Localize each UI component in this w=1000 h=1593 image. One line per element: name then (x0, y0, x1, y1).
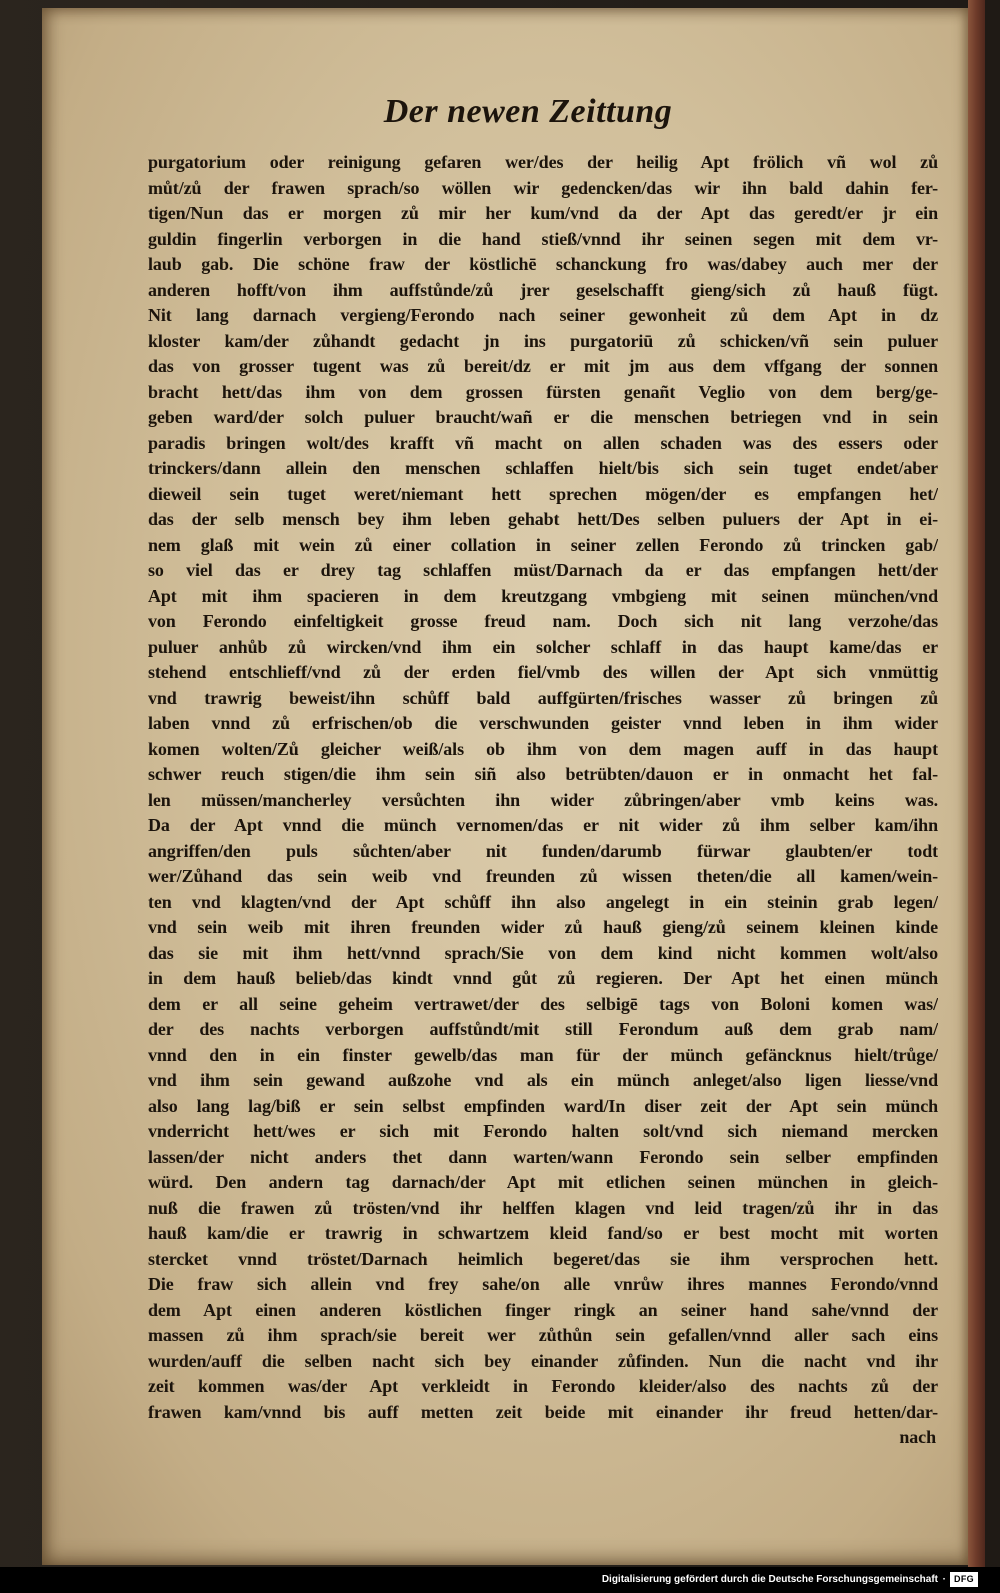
text-line: Apt mit ihm spacieren in dem kreutzgang vmbgieng mit seinen münchen/vnd (148, 585, 938, 606)
text-line: Nit lang darnach vergieng/Ferondo nach seiner gewonheit zů dem Apt in dz (148, 305, 938, 325)
dfg-logo-icon: DFG (950, 1572, 978, 1587)
text-line: purgatorium oder reinigung gefaren wer/des der heilig Apt frölich vñ wol zů (148, 152, 938, 172)
text-line: das der selb mensch bey ihm leben gehabt hett/Des selben puluers der Apt in ei- (148, 509, 938, 529)
text-line: frawen kam/vnnd bis auff metten zeit beide mit einander ihr freud hetten/dar- (148, 1401, 938, 1422)
text-line: laben vnnd zů erfrischen/ob die verschwunden geister vnnd leben in ihm wider (148, 713, 938, 733)
text-line: dieweil sein tuget weret/niemant hett sprechen mögen/der es empfangen het/ (148, 483, 938, 504)
text-line: guldin fingerlin verborgen in die hand stieß/vnnd ihr seinen segen mit dem vr- (148, 228, 938, 249)
text-line: in dem hauß belieb/das kindt vnnd gůt zů regieren. Der Apt het einen münch (148, 968, 938, 988)
digitization-footer (0, 1567, 1000, 1593)
book-binding-edge (968, 0, 985, 1567)
text-line: vnd trawrig beweist/ihn schůff bald auffgürten/frisches wasser zů bringen zů (148, 687, 938, 708)
text-line: laub gab. Die schöne fraw der köstlichē schanckung fro was/dabey auch mer der (148, 254, 938, 274)
text-line: vnd sein weib mit ihren freunden wider zů hauß gieng/zů seinem kleinen kinde (148, 917, 938, 937)
text-line: komen wolten/Zů gleicher weiß/als ob ihm von dem magen auff in das haupt (148, 738, 938, 759)
text-line: das von grosser tugent was zů bereit/dz er mit jm aus dem vffgang der sonnen (148, 356, 938, 376)
text-line: so viel das er drey tag schlaffen müst/Darnach da er das empfangen hett/der (148, 560, 938, 580)
text-line: der des nachts verborgen auffstůndt/mit still Ferondum auß dem grab nam/ (148, 1019, 938, 1039)
text-line: hauß kam/die er trawrig in schwartzem kleid fand/so er best mocht mit worten (148, 1223, 938, 1243)
catchword: nach (899, 1427, 936, 1447)
text-line: tigen/Nun das er morgen zů mir her kum/vnd da der Apt das geredt/er jr ein (148, 203, 938, 223)
text-line: můt/zů der frawen sprach/so wöllen wir gedencken/das wir ihn bald dahin fer- (148, 177, 938, 198)
text-line: angriffen/den puls sůchten/aber nit funden/darumb fürwar glaubten/er todt (148, 840, 938, 861)
text-line: massen zů ihm sprach/sie bereit wer zůthůn sein gefallen/vnnd aller sach eins (148, 1325, 938, 1345)
text-line: also lang lag/biß er sein selbst empfinden ward/In diser zeit der Apt sein münch (148, 1095, 938, 1116)
text-line: schwer reuch stigen/die ihm sein siñ also betrübten/dauon er in onmacht het fal- (148, 764, 938, 784)
text-line: anderen hofft/von ihm auffstůnde/zů jrer geselschafft gieng/sich zů hauß fügt. (148, 279, 938, 300)
text-line: stercket vnnd tröstet/Darnach heimlich begeret/das sie ihm versprochen hett. (148, 1248, 938, 1269)
text-line: nuß die frawen zů trösten/vnd ihr helffen klagen vnd leid tragen/zů ihr in das (148, 1197, 938, 1218)
text-line: Da der Apt vnnd die münch vernomen/das er nit wider zů ihm selber kam/ihn (148, 815, 938, 835)
text-line: stehend entschlieff/vnd zů der erden fiel/vmb des willen der Apt sich vnmüttig (148, 662, 938, 682)
text-line: geben ward/der solch puluer braucht/wañ er die menschen betriegen vnd in sein (148, 407, 938, 427)
body-text (148, 150, 938, 1451)
text-line: das sie mit ihm hett/vnnd sprach/Sie von dem kind nicht kommen wolt/also (148, 942, 938, 963)
text-line: len müssen/mancherley versůchten ihn wider zůbringen/aber vmb keins was. (148, 789, 938, 810)
text-line: vnnd den in ein finster gewelb/das man für der münch gefäncknus hielt/trůge/ (148, 1044, 938, 1065)
text-line: zeit kommen was/der Apt verkleidt in Ferondo kleider/also des nachts zů der (148, 1376, 938, 1396)
text-line: paradis bringen wolt/des krafft vñ macht on allen schaden was des essers oder (148, 432, 938, 453)
text-line: lassen/der nicht anders thet dann warten/wann Ferondo sein selber empfinden (148, 1146, 938, 1167)
text-line: kloster kam/der zůhandt gedacht jn ins purgatoriū zů schicken/vñ sein puluer (148, 330, 938, 351)
running-head: Der newen Zeittung (383, 93, 673, 130)
text-line: Die fraw sich allein vnd frey sahe/on alle vnrůw ihres mannes Ferondo/vnnd (148, 1274, 938, 1294)
text-line: vnd ihm sein gewand außzohe vnd als ein münch anleget/also ligen liesse/vnd (148, 1070, 938, 1090)
text-line: ten vnd klagten/vnd der Apt schůff ihn also angelegt in ein steinin grab legen/ (148, 891, 938, 912)
text-line: von Ferondo einfeltigkeit grosse freud nam. Doch sich nit lang verzohe/das (148, 611, 938, 631)
text-line: dem er all seine geheim vertrawet/der des selbigē tags von Boloni komen was/ (148, 993, 938, 1014)
text-line: puluer anhůb zů wircken/vnd ihm ein solcher schlaff in das haupt kame/das er (148, 636, 938, 657)
text-line: trinckers/dann allein den menschen schlaffen hielt/bis sich sein tuget endet/aber (148, 458, 938, 478)
text-line: vnderricht hett/wes er sich mit Ferondo halten solt/vnd sich niemand mercken (148, 1121, 938, 1141)
text-line: würd. Den andern tag darnach/der Apt mit etlichen seinen münchen in gleich- (148, 1172, 938, 1192)
text-line: bracht hett/das ihm von dem grossen fürsten genañt Veglio von dem berg/ge- (148, 381, 938, 402)
text-line: wurden/auff die selben nacht sich bey einander zůfinden. Nun die nacht vnd ihr (148, 1350, 938, 1371)
footer-separator: · (942, 1574, 946, 1585)
text-line: wer/Zůhand das sein weib vnd freunden zů wissen theten/die all kamen/wein- (148, 866, 938, 886)
funding-credit: Digitalisierung gefördert durch die Deutsche Forschungsgemeinschaft (601, 1574, 938, 1585)
text-line: nem glaß mit wein zů einer collation in seiner zellen Ferondo zů trincken gab/ (148, 534, 938, 555)
text-line: dem Apt einen anderen köstlichen finger ringk an seiner hand sahe/vnnd der (148, 1299, 938, 1320)
